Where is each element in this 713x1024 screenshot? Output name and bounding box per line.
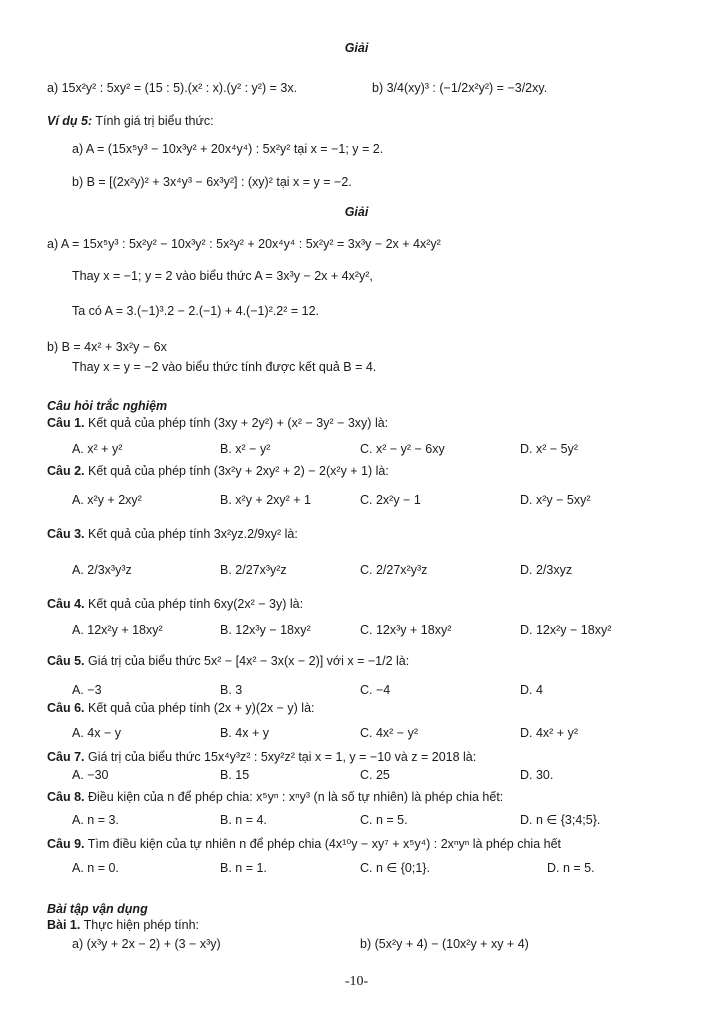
- question-1: [47, 415, 388, 431]
- solution-2-a1: a) A = 15x⁵y³ : 5x²y² − 10x³y² : 5x²y² + 20x⁴y⁴ : 5x²y² = 3x³y − 2x + 4x²y²: [47, 237, 441, 251]
- q2-option-b: B. x²y + 2xy² + 1: [220, 493, 312, 507]
- q6-option-d: D. 4x² + y²: [520, 726, 578, 740]
- question-label: Câu 3.: [47, 527, 85, 541]
- question-text: Kết quả của phép tính (3x²y + 2xy² + 2) − 2(x²y + 1) là:: [88, 464, 389, 478]
- question-9: [47, 836, 561, 852]
- question-label: Câu 5.: [47, 654, 85, 668]
- q6-option-a: A. 4x − y: [72, 726, 121, 740]
- q7-option-c: C. 25: [360, 768, 390, 782]
- solution-heading-2: Giải: [344, 205, 369, 219]
- solution-2-a2: Thay x = −1; y = 2 vào biểu thức A = 3x³y − 2x + 4x²y²,: [72, 269, 373, 283]
- q7-option-b: B. 15: [220, 768, 250, 782]
- q9-option-d: D. n = 5.: [547, 861, 595, 875]
- solution-2-b2: Thay x = y = −2 vào biểu thức tính được kết quả B = 4.: [72, 360, 377, 374]
- example-5-line: [47, 113, 214, 129]
- question-text: Giá trị của biểu thức 15x⁴y³z² : 5xy²z² tại x = 1, y = −10 và z = 2018 là:: [88, 750, 477, 764]
- q3-option-a: A. 2/3x³y³z: [72, 563, 132, 577]
- question-label: Câu 8.: [47, 790, 85, 804]
- question-text: Kết quả của phép tính 6xy(2x² − 3y) là:: [88, 597, 304, 611]
- solution-1-part-a: a) 15x²y² : 5xy² = (15 : 5).(x² : x).(y² : y²) = 3x.: [47, 81, 298, 95]
- question-text: Giá trị của biểu thức 5x² − [4x² − 3x(x − 2)] với x = −1/2 là:: [88, 654, 410, 668]
- q2-option-a: A. x²y + 2xy²: [72, 493, 142, 507]
- q7-option-a: A. −30: [72, 768, 109, 782]
- exercise-1-part-b: b) (5x²y + 4) − (10x²y + xy + 4): [360, 937, 529, 951]
- question-7: [47, 749, 476, 765]
- exercise-1-line: [47, 917, 199, 933]
- page-number: -10-: [344, 974, 369, 989]
- solution-heading-1: Giải: [344, 41, 369, 55]
- example-5-part-b: b) B = [(2x²y)² + 3x⁴y³ − 6x³y²] : (xy)² tại x = y = −2.: [72, 175, 352, 189]
- question-label: Câu 1.: [47, 416, 85, 430]
- question-text: Kết quả của phép tính (2x + y)(2x − y) là:: [88, 701, 315, 715]
- q3-option-d: D. 2/3xyz: [520, 563, 573, 577]
- q8-option-a: A. n = 3.: [72, 813, 119, 827]
- q3-option-c: C. 2/27x²y³z: [360, 563, 428, 577]
- solution-1-part-b: b) 3/4(xy)³ : (−1/2x²y²) = −3/2xy.: [372, 81, 548, 95]
- question-label: Câu 9.: [47, 837, 85, 851]
- exercise-1-label: Bài 1.: [47, 918, 81, 932]
- question-8: [47, 789, 503, 805]
- question-label: Câu 4.: [47, 597, 85, 611]
- quiz-title: Câu hỏi trắc nghiệm: [47, 399, 168, 413]
- q8-option-c: C. n = 5.: [360, 813, 408, 827]
- question-6: [47, 700, 315, 716]
- question-4: [47, 596, 303, 612]
- q8-option-b: B. n = 4.: [220, 813, 267, 827]
- exercise-1-part-a: a) (x³y + 2x − 2) + (3 − x³y): [72, 937, 221, 951]
- q1-option-d: D. x² − 5y²: [520, 442, 578, 456]
- q1-option-c: C. x² − y² − 6xy: [360, 442, 445, 456]
- q7-option-d: D. 30.: [520, 768, 554, 782]
- q4-option-b: B. 12x³y − 18xy²: [220, 623, 311, 637]
- q3-option-b: B. 2/27x³y²z: [220, 563, 287, 577]
- q4-option-a: A. 12x²y + 18xy²: [72, 623, 163, 637]
- solution-2-b1: b) B = 4x² + 3x²y − 6x: [47, 340, 167, 354]
- question-3: [47, 526, 298, 542]
- question-2: [47, 463, 389, 479]
- q5-option-d: D. 4: [520, 683, 543, 697]
- q9-option-c: C. n ∈ {0;1}.: [360, 861, 430, 875]
- question-text: Kết quả của phép tính (3xy + 2y²) + (x² − 3y² − 3xy) là:: [88, 416, 389, 430]
- q8-option-d: D. n ∈ {3;4;5}.: [520, 813, 601, 827]
- question-text: Kết quả của phép tính 3x²yz.2/9xy² là:: [88, 527, 298, 541]
- q9-option-a: A. n = 0.: [72, 861, 119, 875]
- q5-option-a: A. −3: [72, 683, 102, 697]
- question-5: [47, 653, 409, 669]
- q9-option-b: B. n = 1.: [220, 861, 267, 875]
- q4-option-c: C. 12x³y + 18xy²: [360, 623, 452, 637]
- q2-option-c: C. 2x²y − 1: [360, 493, 421, 507]
- question-label: Câu 7.: [47, 750, 85, 764]
- q5-option-b: B. 3: [220, 683, 243, 697]
- question-text: Tìm điều kiện của tự nhiên n để phép chia (4x¹⁰y − xy⁷ + x⁵y⁴) : 2xⁿyⁿ là phép chia hết: [87, 837, 561, 851]
- q1-option-a: A. x² + y²: [72, 442, 123, 456]
- q6-option-b: B. 4x + y: [220, 726, 269, 740]
- exercises-title: Bài tập vận dụng: [47, 902, 148, 916]
- exercise-1-text: Thực hiện phép tính:: [83, 918, 199, 932]
- example-5-title: Ví dụ 5:: [47, 114, 93, 128]
- q2-option-d: D. x²y − 5xy²: [520, 493, 591, 507]
- q1-option-b: B. x² − y²: [220, 442, 271, 456]
- example-5-part-a: a) A = (15x⁵y³ − 10x³y² + 20x⁴y⁴) : 5x²y² tại x = −1; y = 2.: [72, 142, 384, 156]
- question-label: Câu 2.: [47, 464, 85, 478]
- example-5-prompt: Tính giá trị biểu thức:: [95, 114, 214, 128]
- q4-option-d: D. 12x²y − 18xy²: [520, 623, 612, 637]
- solution-2-a3: Ta có A = 3.(−1)³.2 − 2.(−1) + 4.(−1)².2² = 12.: [72, 304, 320, 318]
- q6-option-c: C. 4x² − y²: [360, 726, 418, 740]
- q5-option-c: C. −4: [360, 683, 391, 697]
- question-text: Điều kiện của n để phép chia: x⁵yⁿ : xⁿy³ (n là số tự nhiên) là phép chia hết:: [88, 790, 504, 804]
- question-label: Câu 6.: [47, 701, 85, 715]
